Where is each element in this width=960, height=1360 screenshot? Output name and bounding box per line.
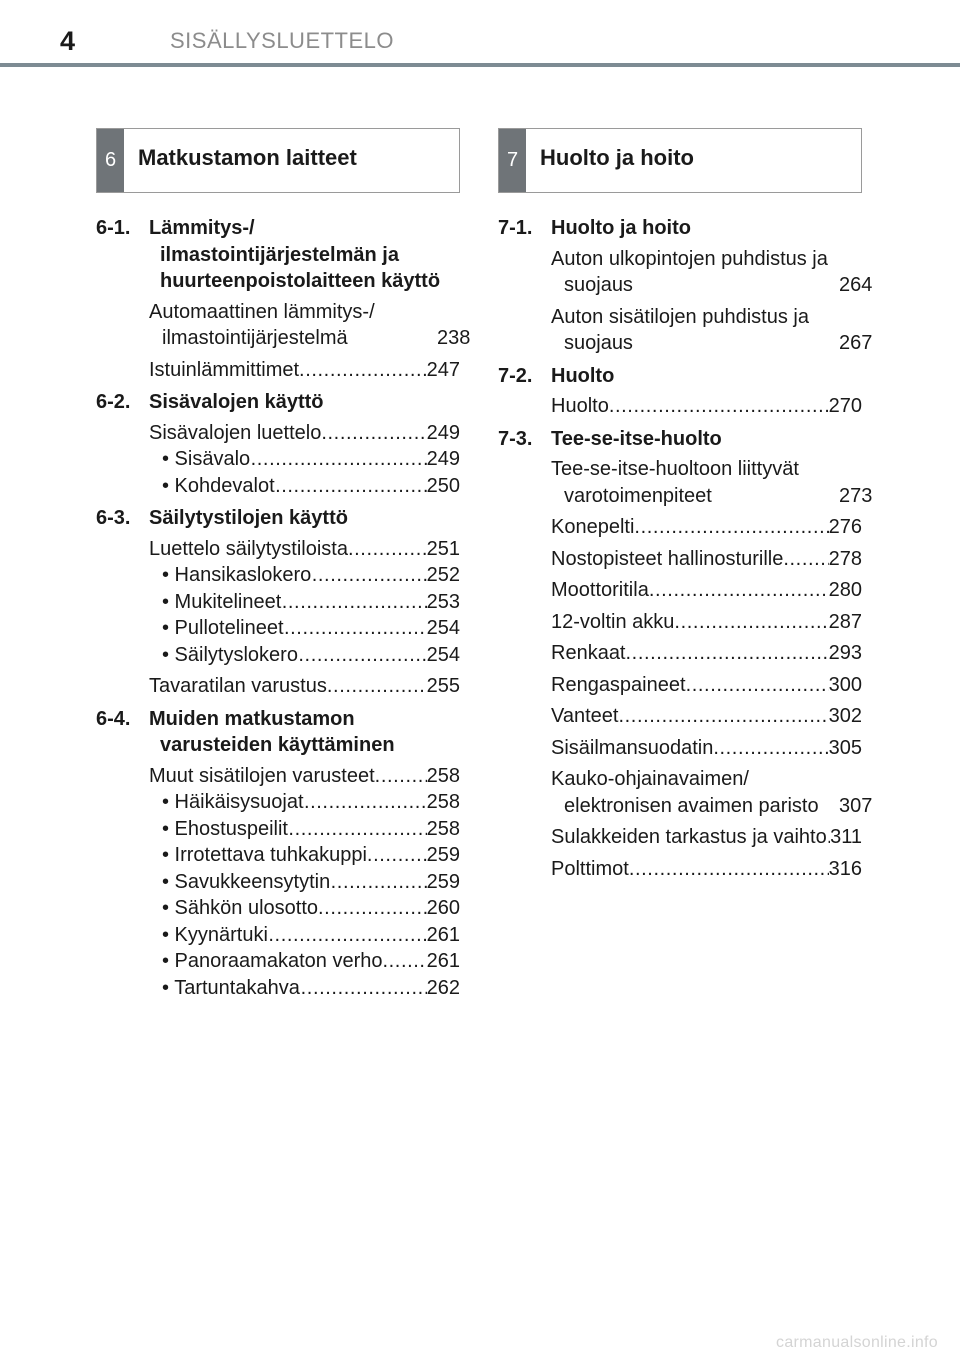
entry-label: Konepelti [551, 516, 635, 538]
subsection-heading [498, 363, 862, 390]
section-number-tab: 7 [499, 129, 526, 192]
page-header [0, 0, 960, 70]
toc-entry[interactable] [149, 357, 460, 384]
section-header [498, 128, 862, 193]
toc-sub-entry[interactable] [149, 615, 460, 642]
dot-leader [783, 546, 828, 573]
page-reference: 293 [828, 642, 862, 664]
toc-entry[interactable] [149, 420, 460, 447]
dot-leader [299, 357, 427, 384]
entry-label: • Kohdevalot [162, 474, 275, 497]
toc-entry[interactable] [551, 672, 862, 699]
page-reference: 287 [828, 610, 862, 633]
toc-entry[interactable] [149, 673, 460, 700]
page-reference: 316 [828, 857, 862, 880]
subsection-title: Huolto ja hoito [551, 217, 691, 239]
page-reference: 276 [828, 516, 862, 538]
subsection-number: 6-1. [96, 217, 131, 239]
page-reference: 302 [828, 705, 862, 727]
page-reference: 280 [828, 579, 862, 601]
entry-label: Tee-se-itse-huoltoon liittyvät varotoimenpiteet [551, 458, 799, 507]
toc-list [498, 215, 873, 882]
toc-entry[interactable] [551, 514, 862, 541]
entry-label: Istuinlämmittimet [149, 358, 300, 381]
subsection-title: Sisävalojen käyttö [149, 391, 324, 413]
entry-label: Auton ulkopintojen puhdistus ja suojaus [551, 247, 828, 296]
page-reference: 264 [839, 274, 873, 296]
toc-sub-entry[interactable] [149, 473, 460, 500]
page-reference: 258 [426, 764, 460, 787]
toc-entry[interactable] [551, 546, 862, 573]
dot-leader [282, 589, 427, 616]
dot-leader [327, 673, 427, 700]
toc-entry[interactable] [551, 577, 862, 604]
running-title: SISÄLLYSLUETTELO [170, 28, 395, 53]
toc-sub-entry[interactable] [149, 562, 460, 589]
toc-sub-entry[interactable] [149, 948, 460, 975]
page-reference: 259 [426, 870, 460, 893]
dot-leader [382, 948, 426, 975]
dot-leader [626, 640, 829, 667]
section-title: Huolto ja hoito [540, 145, 694, 170]
subsection-number: 6-3. [96, 507, 131, 529]
dot-leader [318, 895, 427, 922]
page-reference: 255 [426, 675, 460, 697]
dot-leader [375, 763, 427, 790]
toc-entry[interactable] [551, 456, 873, 509]
dot-leader [251, 446, 427, 473]
entry-label: • Panoraamakaton verho [162, 950, 383, 972]
dot-leader [634, 514, 828, 541]
toc-sub-entry[interactable] [149, 869, 460, 896]
page-reference: 273 [839, 484, 873, 507]
dot-leader [298, 642, 426, 669]
page-reference: 278 [828, 547, 862, 570]
entry-label: Muut sisätilojen varusteet [149, 764, 375, 787]
page-reference: 311 [830, 826, 862, 848]
subsection-number: 7-1. [498, 217, 533, 239]
page-reference: 250 [426, 474, 460, 497]
dot-leader [618, 703, 828, 730]
toc-entry[interactable] [551, 703, 862, 730]
page-reference: 259 [426, 844, 460, 866]
page-reference: 258 [426, 791, 460, 813]
entry-label: • Savukkeensytytin [162, 870, 331, 893]
page-number: 4 [60, 26, 76, 56]
entry-label: Renkaat [551, 642, 626, 664]
entry-label: • Kyynärtuki [162, 923, 268, 946]
page-reference: 300 [828, 673, 862, 696]
dot-leader [713, 735, 828, 762]
entry-label: Moottoritila [551, 579, 649, 601]
toc-sub-entry[interactable] [149, 975, 460, 1002]
watermark-text: carmanualsonline.info [776, 1334, 938, 1351]
entry-label: Kauko-ohjainavaimen/ elektronisen avaimen paristo [551, 768, 819, 817]
page-reference: 251 [426, 537, 460, 560]
entry-label: • Ehostuspeilit [162, 817, 288, 840]
entry-label: Automaattinen lämmitys-/ ilmastointijärjestelmä [149, 300, 375, 349]
section-header [96, 128, 460, 193]
page-reference: 260 [426, 897, 460, 919]
page-reference: 254 [426, 643, 460, 666]
dot-leader [331, 869, 427, 896]
toc-entry[interactable] [551, 304, 873, 357]
subsection-heading [498, 215, 862, 242]
toc-entry[interactable] [551, 393, 862, 420]
page-reference: 267 [839, 332, 873, 354]
toc-entry[interactable] [551, 609, 862, 636]
page-reference: 252 [426, 564, 460, 586]
dot-leader [288, 816, 426, 843]
subsection-title: Muiden matkustamon varusteiden käyttäminen [149, 707, 395, 756]
entry-label: Luettelo säilytystiloista [149, 537, 348, 560]
page-reference: 258 [426, 817, 460, 840]
dot-leader [301, 975, 427, 1002]
entry-label: 12-voltin akku [551, 610, 675, 633]
subsection-number: 6-2. [96, 391, 131, 413]
page-reference: 254 [426, 617, 460, 639]
subsection-title: Lämmitys-/ ilmastointijärjestelmän ja huurteenpoistolaitteen käyttö [149, 217, 441, 292]
entry-label: Sisävalojen luettelo [149, 421, 322, 444]
dot-leader [304, 789, 427, 816]
section-column [96, 128, 471, 1001]
subsection-title: Tee-se-itse-huolto [551, 427, 722, 450]
page-reference: 307 [839, 794, 873, 817]
entry-label: Sulakkeiden tarkastus ja vaihto [551, 826, 827, 848]
entry-label: • Häikäisysuojat [162, 791, 304, 813]
dot-leader [312, 562, 427, 589]
page-reference: 249 [426, 421, 460, 444]
subsection-title: Säilytystilojen käyttö [149, 507, 348, 529]
dot-leader [629, 856, 829, 883]
page-reference: 270 [828, 395, 862, 417]
toc-sub-entry[interactable] [149, 816, 460, 843]
dot-leader [284, 615, 427, 642]
page-reference: 305 [828, 736, 862, 759]
toc-sub-entry[interactable] [149, 446, 460, 473]
entry-label: • Mukitelineet [162, 590, 282, 613]
entry-label: Vanteet [551, 705, 619, 727]
toc-sub-entry[interactable] [149, 895, 460, 922]
dot-leader [268, 922, 426, 949]
entry-label: • Sisävalo [162, 448, 251, 470]
entry-label: Polttimot [551, 857, 629, 880]
section-number-tab: 6 [97, 129, 124, 192]
toc-sub-entry[interactable] [149, 842, 460, 869]
toc-entry[interactable] [551, 824, 862, 851]
subsection-heading [96, 215, 460, 295]
toc-entry[interactable] [149, 536, 460, 563]
entry-label: • Säilytyslokero [162, 643, 298, 666]
entry-label: Huolto [551, 395, 609, 417]
toc-entry[interactable] [551, 766, 873, 819]
dot-leader [275, 473, 427, 500]
toc-entry[interactable] [551, 246, 873, 299]
entry-label: Auton sisätilojen puhdistus ja suojaus [551, 305, 809, 354]
dot-leader [609, 393, 829, 420]
page-reference: 253 [426, 590, 460, 613]
page-reference: 261 [426, 950, 460, 972]
section-title: Matkustamon laitteet [138, 145, 357, 170]
entry-label: Nostopisteet hallinosturille [551, 547, 784, 570]
subsection-title: Huolto [551, 364, 615, 387]
dot-leader [348, 536, 427, 563]
page-reference: 247 [426, 358, 460, 381]
dot-leader [321, 420, 426, 447]
toc-sub-entry[interactable] [149, 789, 460, 816]
entry-label: • Tartuntakahva [162, 976, 300, 999]
dot-leader [686, 672, 829, 699]
entry-label: Rengaspaineet [551, 673, 686, 696]
subsection-heading [96, 389, 460, 416]
toc-entry[interactable] [551, 856, 862, 883]
toc-list [96, 215, 471, 1001]
subsection-number: 6-4. [96, 707, 131, 730]
entry-label: • Pullotelineet [162, 617, 284, 639]
dot-leader [367, 842, 427, 869]
dot-leader [649, 577, 829, 604]
toc-sub-entry[interactable] [149, 922, 460, 949]
page-reference: 262 [426, 976, 460, 999]
subsection-heading [96, 706, 460, 759]
entry-label: Sisäilmansuodatin [551, 736, 714, 759]
entry-label: • Sähkön ulosotto [162, 897, 318, 919]
toc-entry[interactable] [149, 763, 460, 790]
page-reference: 261 [426, 923, 460, 946]
header-divider [0, 63, 960, 67]
toc-entry[interactable] [149, 299, 471, 352]
subsection-number: 7-3. [498, 427, 533, 450]
dot-leader [674, 609, 828, 636]
entry-label: • Hansikaslokero [162, 564, 312, 586]
page-reference: 238 [437, 327, 471, 349]
subsection-number: 7-2. [498, 364, 533, 387]
toc-entry[interactable] [551, 735, 862, 762]
subsection-heading [498, 426, 862, 453]
entry-label: Tavaratilan varustus [149, 675, 327, 697]
subsection-heading [96, 505, 460, 532]
toc-sub-entry[interactable] [149, 642, 460, 669]
section-column [498, 128, 873, 882]
toc-sub-entry[interactable] [149, 589, 460, 616]
page-reference: 249 [426, 448, 460, 470]
toc-entry[interactable] [551, 640, 862, 667]
entry-label: • Irrotettava tuhkakuppi [162, 844, 367, 866]
